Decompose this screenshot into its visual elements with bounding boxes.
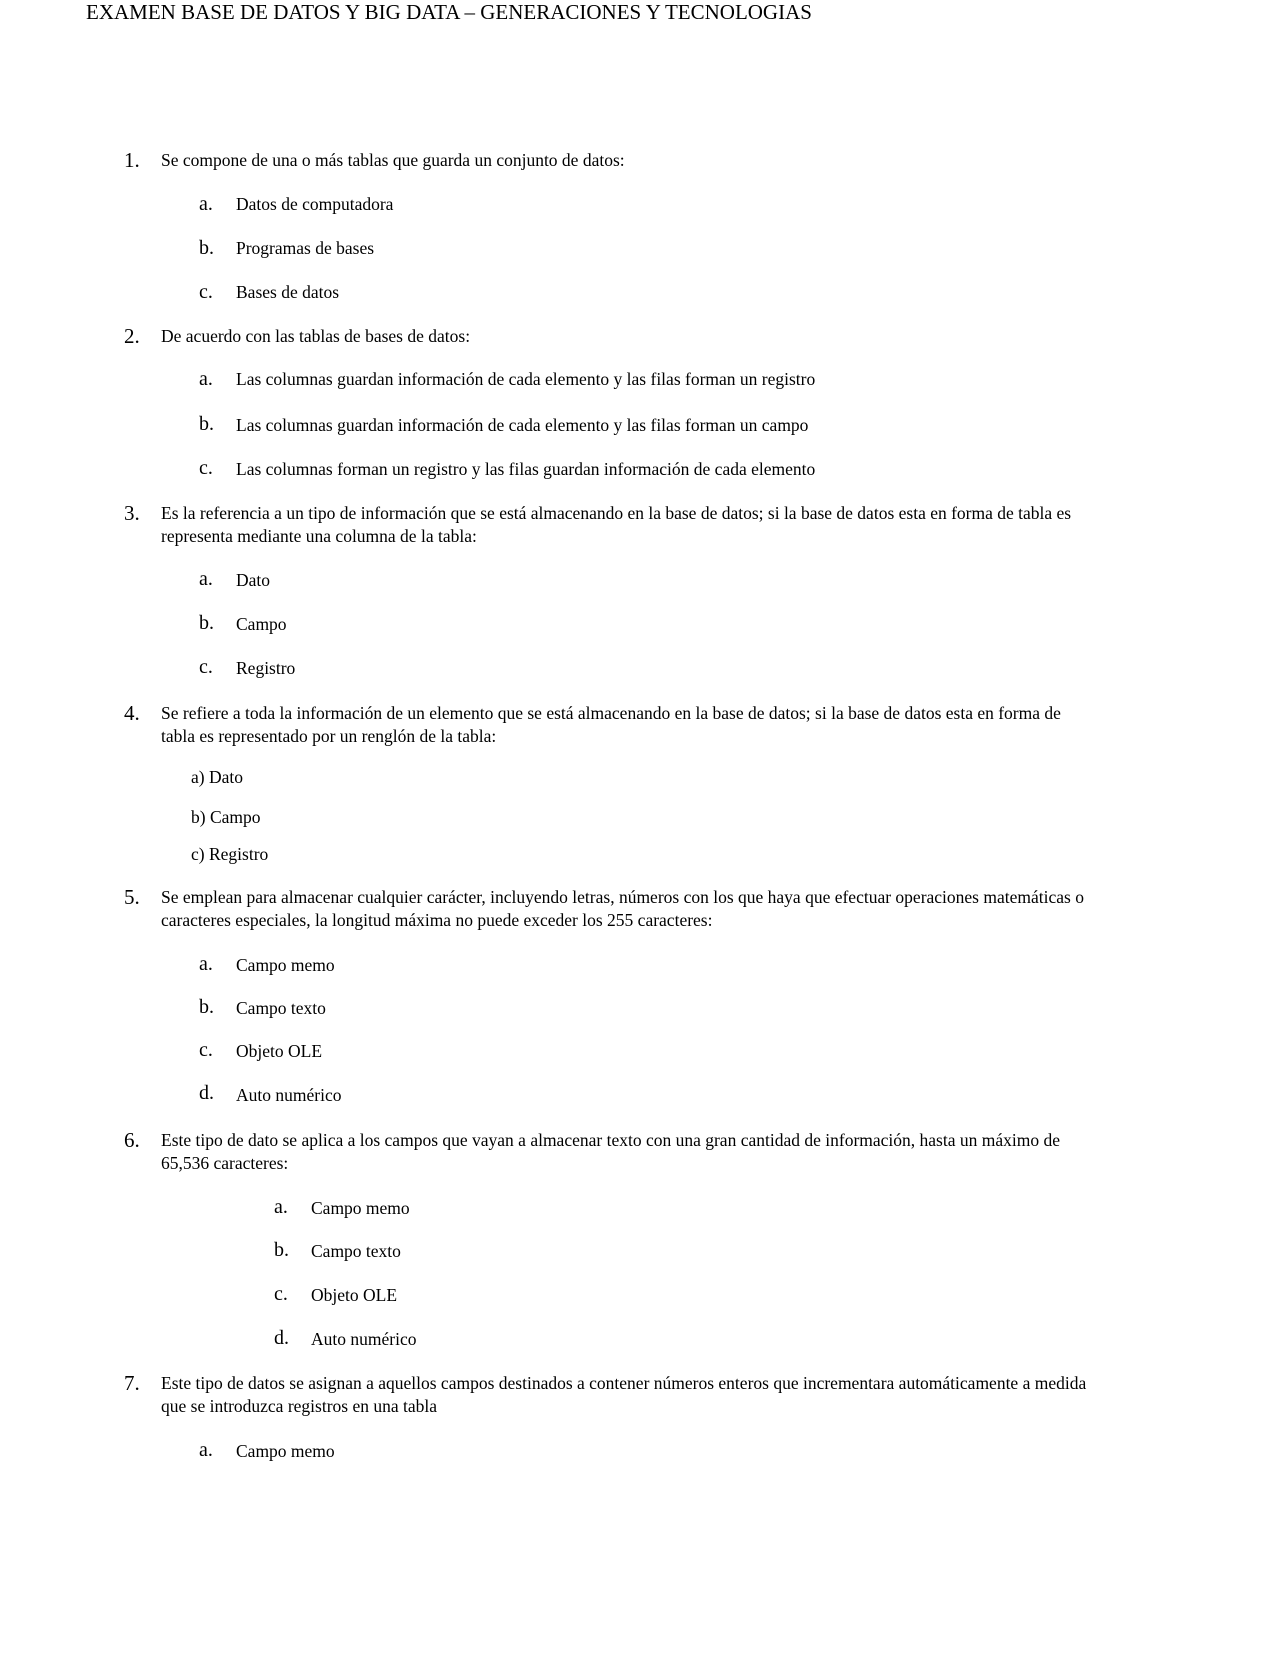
document-title: EXAMEN BASE DE DATOS Y BIG DATA – GENERACIONES Y TECNOLOGIAS (86, 0, 812, 24)
option-letter: a. (199, 368, 213, 390)
option-text: c) Registro (191, 844, 269, 864)
question-number: 3. (124, 501, 140, 525)
option-letter: b. (199, 413, 214, 435)
option-text: Datos de computadora (236, 194, 394, 214)
question-number: 2. (124, 324, 140, 348)
option-letter: b. (199, 996, 214, 1018)
option-text: Campo texto (236, 998, 326, 1018)
option-letter: a. (199, 568, 213, 590)
question-number: 6. (124, 1128, 140, 1152)
option-text: Las columnas guardan información de cada elemento y las filas forman un registro (236, 369, 816, 389)
option-text: Las columnas guardan información de cada elemento y las filas forman un campo (236, 415, 809, 435)
option-text: Programas de bases (236, 238, 375, 258)
option-text: Objeto OLE (311, 1285, 398, 1305)
question-number: 1. (124, 148, 140, 172)
option-letter: a. (199, 1439, 213, 1461)
option-letter: a. (199, 953, 213, 975)
option-text: Objeto OLE (236, 1041, 323, 1061)
option-text: Campo texto (311, 1241, 401, 1261)
option-text: Registro (236, 658, 296, 678)
question-text: Se refiere a toda la información de un elemento que se está almacenando en la base de datos; si la base de datos esta en forma de tabla es representado por un renglón de la tabla: (161, 703, 1061, 746)
option-letter: c. (274, 1283, 288, 1305)
option-letter: b. (199, 612, 214, 634)
option-letter: b. (199, 237, 214, 259)
option-letter: c. (199, 656, 213, 678)
question-text: De acuerdo con las tablas de bases de datos: (161, 326, 471, 346)
option-text: Campo memo (236, 955, 335, 975)
option-letter: c. (199, 457, 213, 479)
option-text: Auto numérico (311, 1329, 417, 1349)
option-text: a) Dato (191, 767, 243, 787)
option-letter: a. (199, 193, 213, 215)
option-letter: d. (274, 1327, 289, 1349)
option-text: Campo memo (311, 1198, 410, 1218)
question-text: Este tipo de dato se aplica a los campos que vayan a almacenar texto con una gran cantidad de información, hasta un máximo de 65,536 caracteres: (161, 1130, 1060, 1173)
option-text: Bases de datos (236, 282, 340, 302)
option-text: b) Campo (191, 807, 261, 827)
option-text: Las columnas forman un registro y las filas guardan información de cada elemento (236, 459, 816, 479)
question-number: 4. (124, 701, 140, 725)
option-letter: c. (199, 1039, 213, 1061)
option-letter: a. (274, 1196, 288, 1218)
question-text: Se compone de una o más tablas que guarda un conjunto de datos: (161, 150, 625, 170)
question-text: Es la referencia a un tipo de información que se está almacenando en la base de datos; si la base de datos esta en forma de tabla es representa mediante una columna de la tabla: (161, 503, 1072, 546)
option-letter: b. (274, 1239, 289, 1261)
question-number: 5. (124, 885, 140, 909)
option-letter: d. (199, 1082, 214, 1104)
option-text: Campo memo (236, 1441, 335, 1461)
question-text: Este tipo de datos se asignan a aquellos campos destinados a contener números enteros que incrementara automáticamente a medida que se introduzca registros en una tabla (161, 1373, 1087, 1416)
option-text: Auto numérico (236, 1085, 342, 1105)
option-letter: c. (199, 281, 213, 303)
question-text: Se emplean para almacenar cualquier carácter, incluyendo letras, números con los que haya que efectuar operaciones matemáticas o caracteres especiales, la longitud máxima no puede exceder los 255 caracteres: (161, 887, 1084, 930)
option-text: Dato (236, 570, 271, 590)
option-text: Campo (236, 614, 287, 634)
question-number: 7. (124, 1371, 140, 1395)
